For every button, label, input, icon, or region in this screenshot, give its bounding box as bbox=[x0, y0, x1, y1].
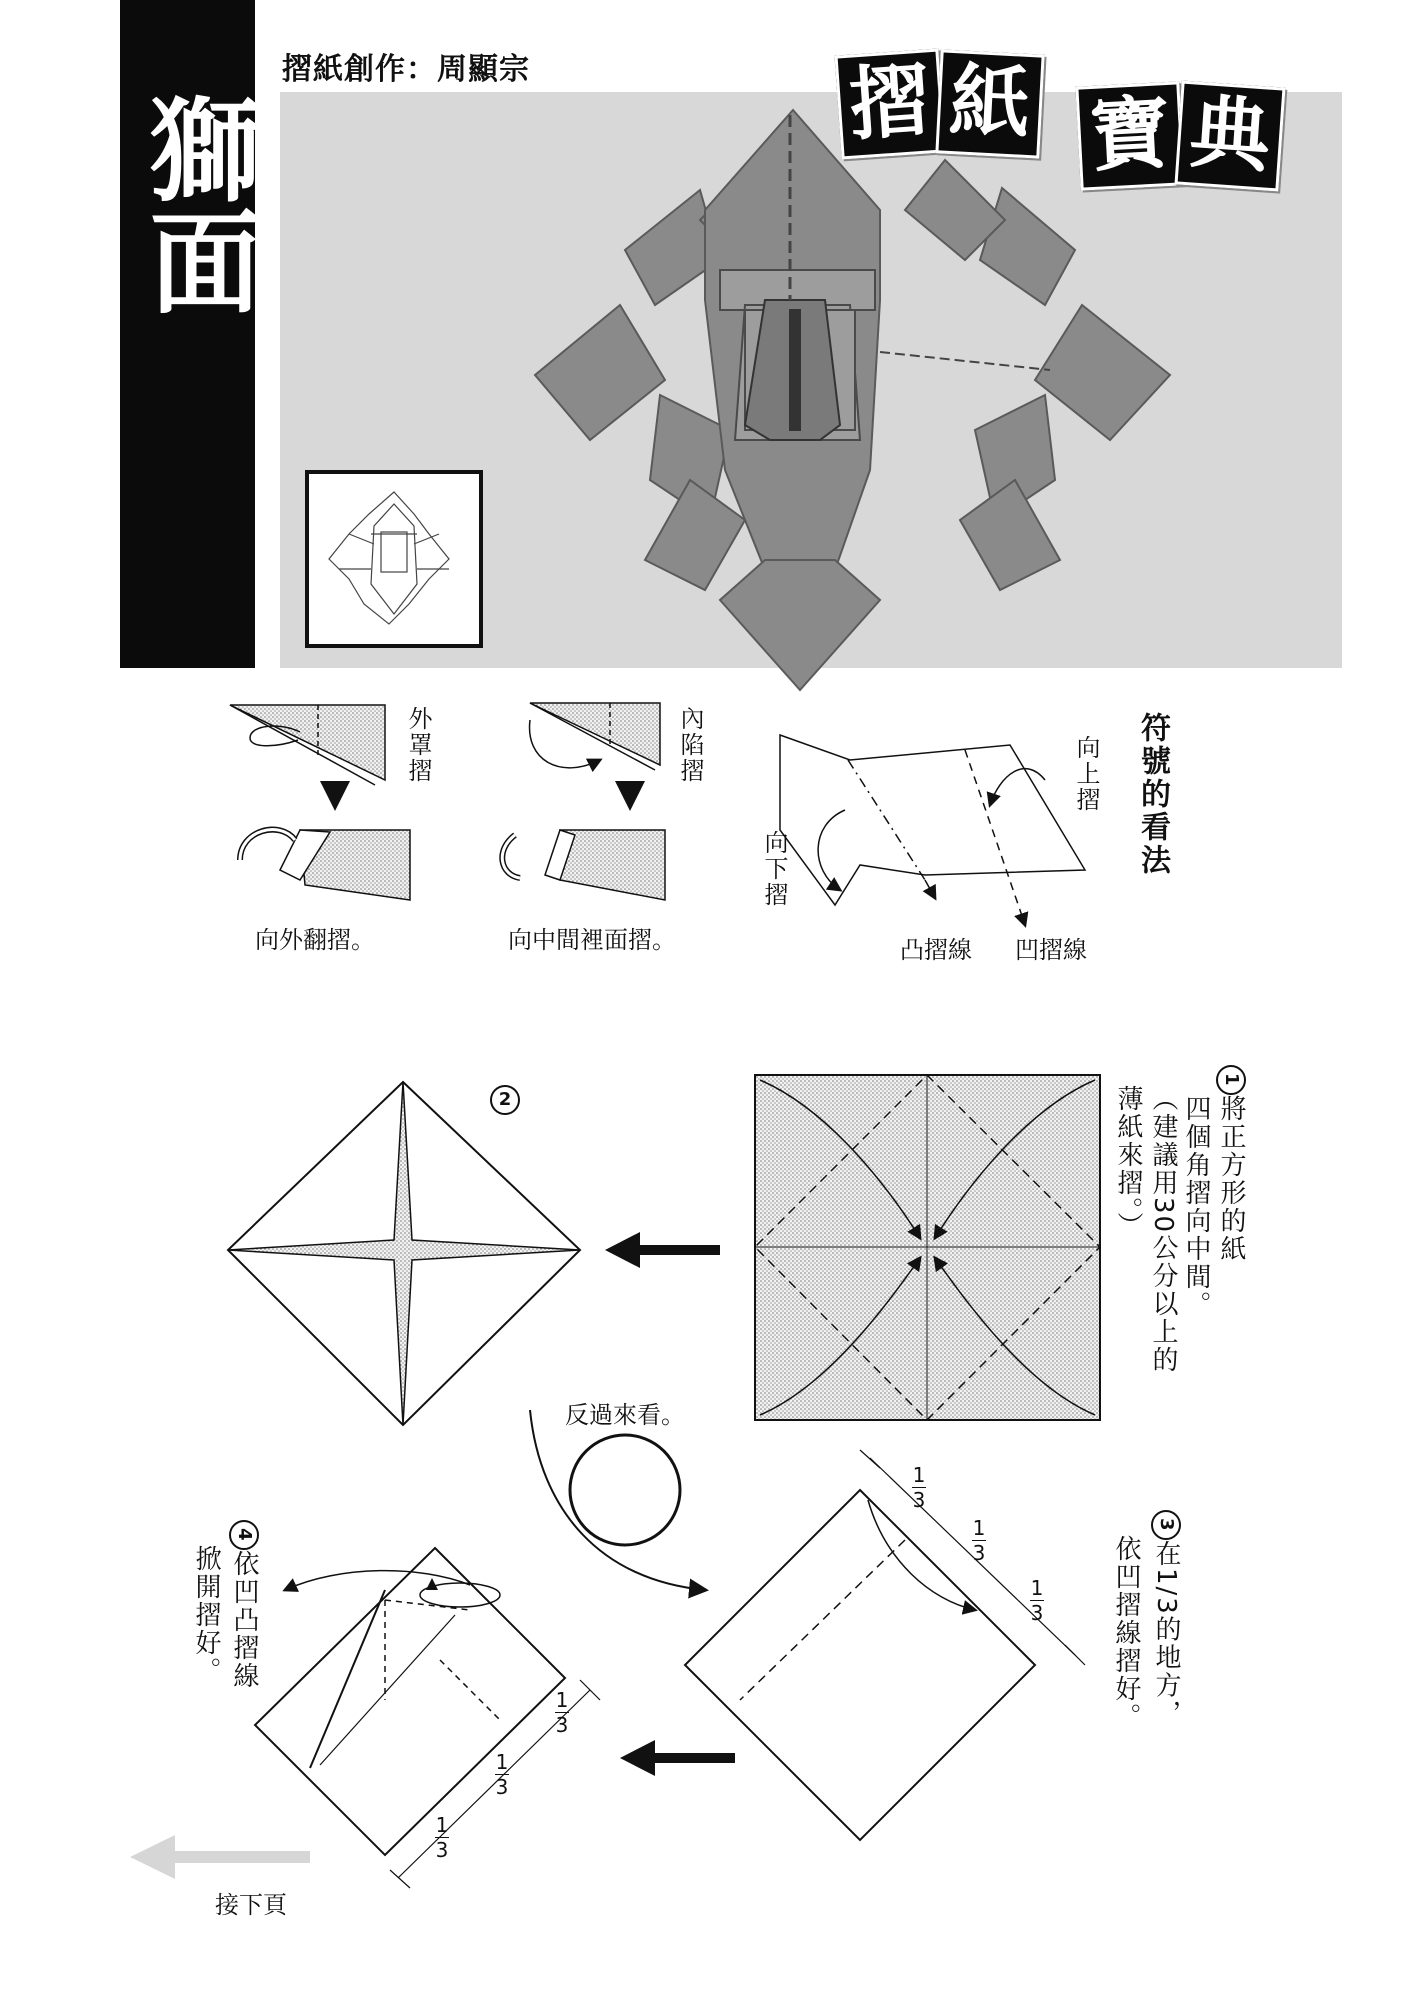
turn-over-label: 反過來看。 bbox=[565, 1401, 685, 1429]
step4-text-col1: 4依凹凸摺線 bbox=[228, 1520, 260, 1690]
step4-fraction-2: 1 3 bbox=[495, 1750, 509, 1799]
step3-number: 3 bbox=[1151, 1510, 1181, 1540]
inside-reverse-caption: 向中間裡面摺。 bbox=[508, 926, 676, 954]
logo-char-2: 紙 bbox=[935, 49, 1044, 158]
step4-number: 4 bbox=[229, 1520, 259, 1550]
next-page-label[interactable]: 接下頁 bbox=[215, 1891, 287, 1919]
outside-reverse-label: 外罩摺 bbox=[404, 706, 432, 784]
step3-fraction-2: 1 3 bbox=[972, 1516, 986, 1565]
model-title: 獅面 bbox=[131, 92, 261, 316]
step4-fraction-3: 1 3 bbox=[435, 1813, 449, 1862]
step1-text-col2: 四個角摺向中間。 bbox=[1181, 1095, 1211, 1319]
logo-char-4: 典 bbox=[1174, 80, 1285, 191]
valley-line-label: 凹摺線 bbox=[1015, 936, 1087, 964]
step3-fraction-3: 1 3 bbox=[1030, 1576, 1044, 1625]
step1-text-col1: 1將正方形的紙 bbox=[1215, 1065, 1247, 1263]
inside-reverse-label: 內陷摺 bbox=[676, 706, 704, 784]
step3-text-col1: 3在1/3的地方， bbox=[1150, 1510, 1182, 1728]
step1-text-col3: （建議用30公分以上的 bbox=[1148, 1085, 1178, 1375]
step3-fraction-1: 1 3 bbox=[912, 1463, 926, 1512]
step4-fraction-1: 1 3 bbox=[555, 1688, 569, 1737]
step2-number: 2 bbox=[490, 1085, 520, 1115]
step1-text-col4: 薄紙來摺。） bbox=[1113, 1085, 1143, 1240]
fold-down-label: 向下摺 bbox=[760, 830, 788, 908]
step4-text-col2: 掀開摺好。 bbox=[191, 1545, 221, 1685]
logo-char-1: 摺 bbox=[834, 48, 945, 159]
step3-text-col2: 依凹摺線摺好。 bbox=[1111, 1535, 1141, 1731]
outside-reverse-caption: 向外翻摺。 bbox=[255, 926, 375, 954]
logo-char-3: 寶 bbox=[1075, 81, 1184, 190]
fold-up-label: 向上摺 bbox=[1072, 735, 1100, 813]
symbols-title: 符號的看法 bbox=[1135, 712, 1170, 877]
mountain-line-label: 凸摺線 bbox=[900, 936, 972, 964]
step1-number: 1 bbox=[1216, 1065, 1246, 1095]
author-credit: 摺紙創作：周顯宗 bbox=[282, 52, 530, 87]
